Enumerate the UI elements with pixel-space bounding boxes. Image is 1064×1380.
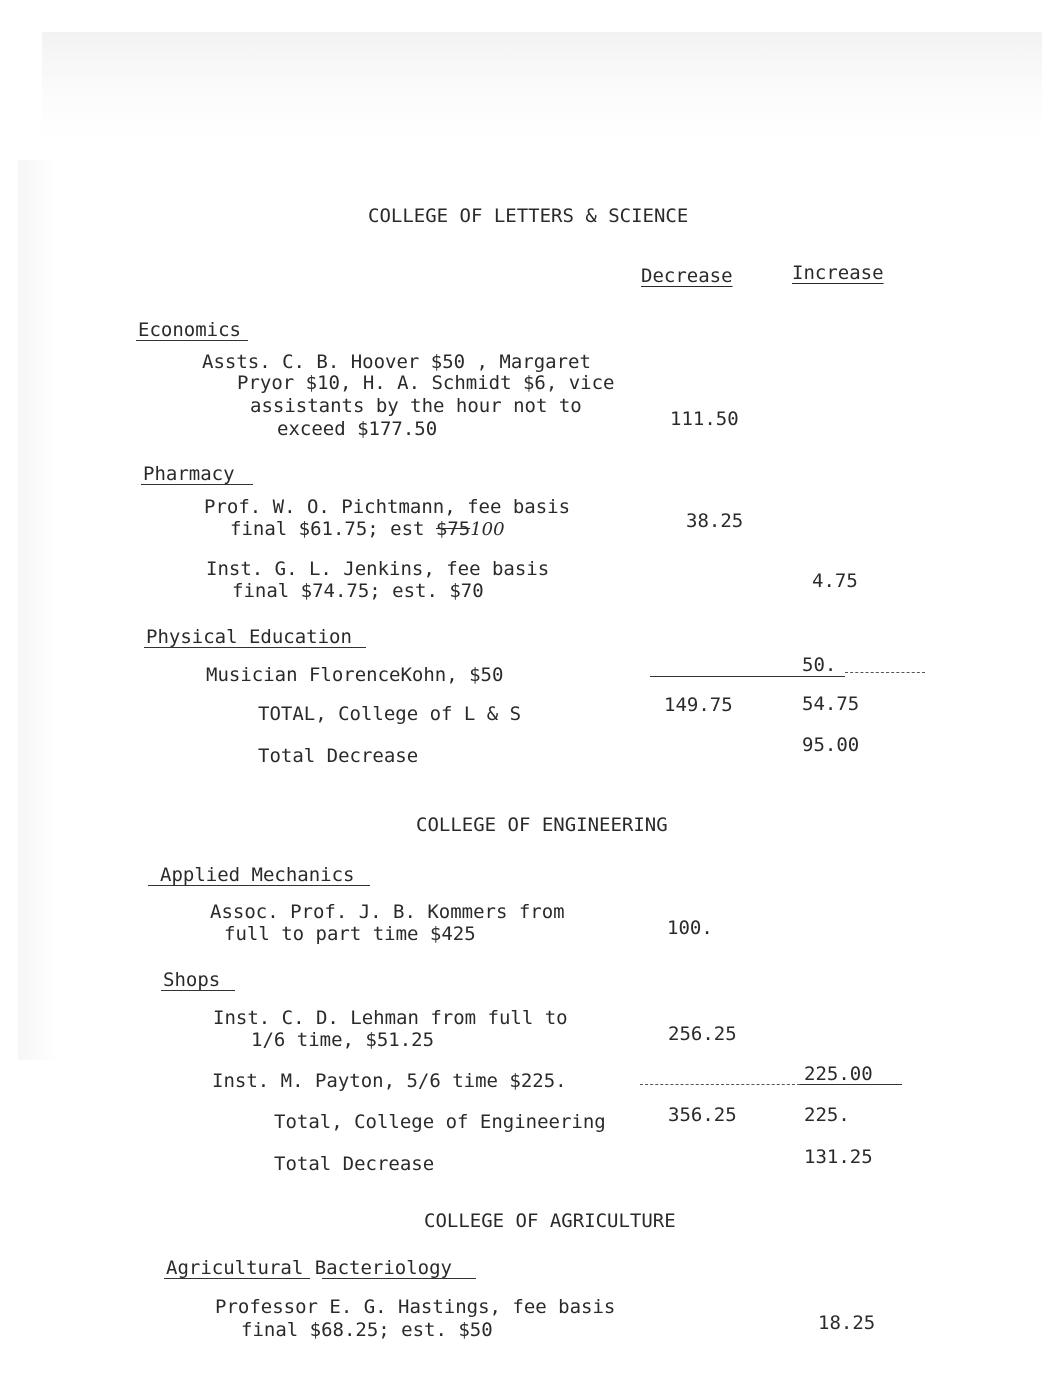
pharmacy-item-1-line-1: Prof. W. O. Pichtmann, fee basis (204, 496, 571, 518)
ag-title: COLLEGE OF AGRICULTURE (424, 1210, 676, 1232)
shops-item-1-line-1: Inst. C. D. Lehman from full to (213, 1007, 568, 1029)
handwritten-estimate: 100 (470, 519, 505, 540)
economics-underline (136, 340, 248, 341)
economics-line-3: assistants by the hour not to (250, 395, 582, 417)
shops-item-2: Inst. M. Payton, 5/6 time $225. (212, 1070, 567, 1092)
applied-mechanics-line-2: full to part time $425 (224, 923, 476, 945)
applied-mechanics-line-1: Assoc. Prof. J. B. Kommers from (210, 901, 565, 923)
pharmacy-item-2-increase: 4.75 (812, 570, 858, 592)
eng-total-decrease: 356.25 (668, 1104, 737, 1126)
pharmacy-underline (141, 484, 253, 485)
economics-line-4: exceed $177.50 (277, 418, 438, 440)
shops-item-2-increase: 225.00 (804, 1063, 873, 1085)
ls-total-decrease: 149.75 (664, 694, 733, 716)
physical-education-heading: Physical Education (146, 626, 352, 648)
agricultural-bacteriology-increase: 18.25 (818, 1312, 876, 1334)
agricultural-bacteriology-heading: Agricultural Bacteriology (166, 1257, 452, 1279)
economics-line-2: Pryor $10, H. A. Schmidt $6, vice (237, 372, 615, 394)
ls-total-label: TOTAL, College of L & S (258, 703, 522, 725)
ls-title: COLLEGE OF LETTERS & SCIENCE (368, 205, 689, 227)
economics-line-1: Assts. C. B. Hoover $50 , Margaret (202, 351, 591, 373)
shops-heading: Shops (163, 969, 221, 991)
subtotal-rule-eng (640, 1084, 800, 1085)
pharmacy-item-2-line-2: final $74.75; est. $70 (232, 580, 484, 602)
physical-education-increase: 50. (802, 654, 837, 676)
subtotal-rule-ls (650, 676, 845, 677)
eng-net-label: Total Decrease (274, 1153, 435, 1175)
subtotal-rule-ls-tail (845, 672, 925, 673)
shops-item-1-line-2: 1/6 time, $51.25 (251, 1029, 435, 1051)
applied-mechanics-underline (148, 885, 370, 886)
agricultural-bacteriology-line-2: final $68.25; est. $50 (241, 1319, 493, 1341)
physical-education-item: Musician FlorenceKohn, $50 (206, 664, 504, 686)
applied-mechanics-heading: Applied Mechanics (160, 864, 355, 886)
ls-net-label: Total Decrease (258, 745, 419, 767)
eng-title: COLLEGE OF ENGINEERING (416, 814, 668, 836)
economics-heading: Economics (138, 319, 241, 341)
pharmacy-item-1-decrease: 38.25 (686, 510, 744, 532)
agricultural-bacteriology-line-1: Professor E. G. Hastings, fee basis (215, 1296, 616, 1318)
col-decrease-header: Decrease (641, 265, 733, 287)
struck-estimate: $75 (435, 518, 471, 540)
col-increase-header: Increase (792, 262, 884, 284)
bacteriology-underline (322, 1278, 476, 1279)
subtotal-rule-eng-tail (800, 1084, 902, 1085)
eng-net-value: 131.25 (804, 1146, 873, 1168)
eng-total-label: Total, College of Engineering (274, 1111, 606, 1133)
agricultural-underline (164, 1278, 310, 1279)
pharmacy-item-1-line-2: final $61.75; est $75100 (230, 518, 505, 540)
pharmacy-item-2-line-1: Inst. G. L. Jenkins, fee basis (206, 558, 550, 580)
eng-total-increase: 225. (804, 1104, 850, 1126)
economics-decrease: 111.50 (670, 408, 739, 430)
shops-item-1-decrease: 256.25 (668, 1023, 737, 1045)
scan-shadow (42, 32, 1042, 142)
pharmacy-heading: Pharmacy (143, 463, 235, 485)
shops-underline (161, 990, 235, 991)
scan-edge (18, 160, 58, 1060)
applied-mechanics-decrease: 100. (667, 917, 713, 939)
ls-net-value: 95.00 (802, 734, 860, 756)
physical-education-underline (144, 647, 366, 648)
ls-total-increase: 54.75 (802, 693, 860, 715)
